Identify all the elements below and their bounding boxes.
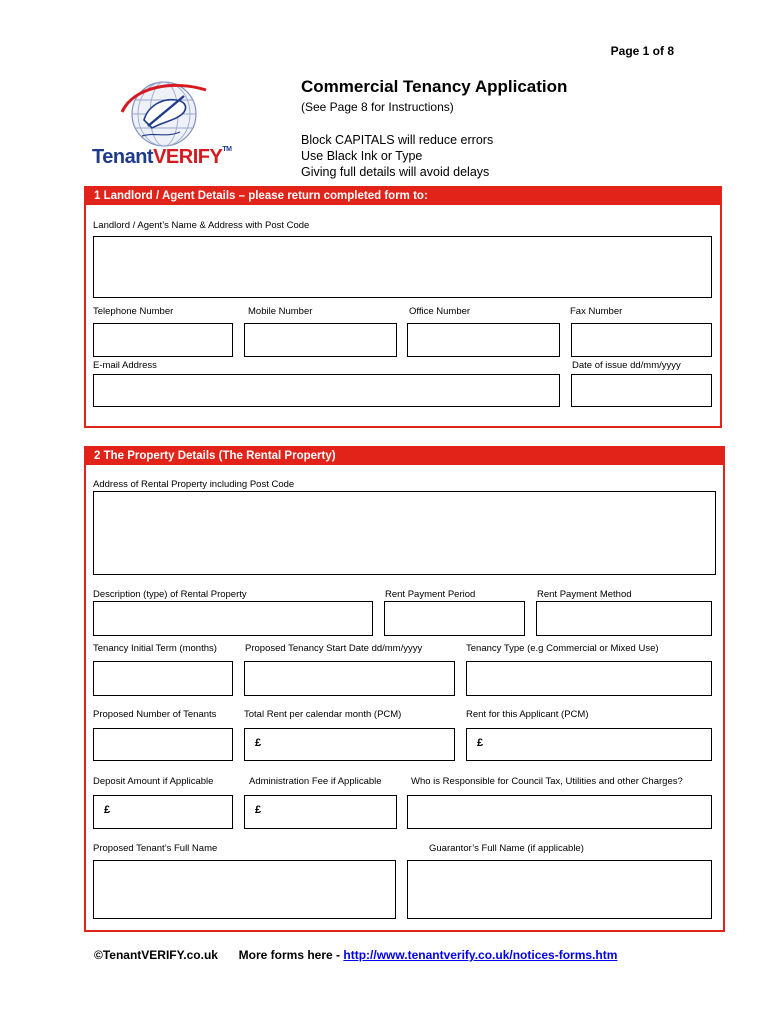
rent-method-label: Rent Payment Method: [537, 589, 632, 600]
email-field[interactable]: [93, 374, 560, 407]
rent-period-field[interactable]: [384, 601, 525, 636]
rent-period-label: Rent Payment Period: [385, 589, 476, 600]
mobile-label: Mobile Number: [248, 306, 313, 317]
logo-wordmark: [92, 146, 231, 169]
description-field[interactable]: [93, 601, 373, 636]
property-address-field[interactable]: [93, 491, 716, 575]
hint-full-details: Giving full details will avoid delays: [301, 165, 490, 179]
property-address-label: Address of Rental Property including Post Code: [93, 479, 295, 490]
num-tenants-field[interactable]: [93, 728, 233, 761]
total-rent-field[interactable]: [244, 728, 455, 761]
initial-term-label: Tenancy Initial Term (months): [93, 643, 217, 654]
form-subtitle: (See Page 8 for Instructions): [301, 100, 454, 114]
date-issue-label: Date of issue dd/mm/yyyy: [572, 360, 681, 371]
deposit-field[interactable]: [93, 795, 233, 829]
rent-applicant-field[interactable]: [466, 728, 712, 761]
fax-label: Fax Number: [570, 306, 623, 317]
guarantor-field[interactable]: [407, 860, 712, 919]
start-date-label: Proposed Tenancy Start Date dd/mm/yyyy: [245, 643, 423, 654]
num-tenants-label: Proposed Number of Tenants: [93, 709, 217, 720]
pound-symbol: £: [477, 737, 484, 749]
office-field[interactable]: [407, 323, 560, 357]
tenant-name-label: Proposed Tenant’s Full Name: [93, 843, 218, 854]
deposit-label: Deposit Amount if Applicable: [93, 776, 214, 787]
globe-hand-icon: [114, 76, 214, 148]
footer: [94, 948, 617, 962]
pound-symbol: £: [255, 804, 262, 816]
tenant-name-field[interactable]: [93, 860, 396, 919]
initial-term-field[interactable]: [93, 661, 233, 696]
form-title: Commercial Tenancy Application: [301, 77, 568, 96]
landlord-name-address-label: Landlord / Agent’s Name & Address with Post Code: [93, 220, 310, 231]
hint-capitals: Block CAPITALS will reduce errors: [301, 133, 494, 147]
telephone-field[interactable]: [93, 323, 233, 357]
admin-fee-field[interactable]: [244, 795, 397, 829]
pound-symbol: £: [104, 804, 111, 816]
section1-header: 1 Landlord / Agent Details – please return completed form to:: [86, 188, 720, 205]
tenantverify-logo: [92, 76, 242, 174]
fax-field[interactable]: [571, 323, 712, 357]
logo-tenant-text: Tenant: [92, 146, 154, 168]
email-label: E-mail Address: [93, 360, 157, 371]
pound-symbol: £: [255, 737, 262, 749]
responsible-label: Who is Responsible for Council Tax, Utilities and other Charges?: [411, 776, 683, 787]
section2-header: 2 The Property Details (The Rental Property): [86, 448, 723, 465]
telephone-label: Telephone Number: [93, 306, 174, 317]
rent-applicant-label: Rent for this Applicant (PCM): [466, 709, 589, 720]
start-date-field[interactable]: [244, 661, 455, 696]
date-issue-field[interactable]: [571, 374, 712, 407]
responsible-field[interactable]: [407, 795, 712, 829]
mobile-field[interactable]: [244, 323, 397, 357]
description-label: Description (type) of Rental Property: [93, 589, 247, 600]
office-label: Office Number: [409, 306, 471, 317]
admin-fee-label: Administration Fee if Applicable: [249, 776, 382, 787]
logo-verify-text: VERIFY: [153, 146, 223, 168]
footer-copyright: ©TenantVERIFY.co.uk: [94, 948, 218, 962]
landlord-name-address-field[interactable]: [93, 236, 712, 298]
tenancy-type-field[interactable]: [466, 661, 712, 696]
page-number: Page 1 of 8: [610, 44, 674, 58]
logo-tm-text: TM: [222, 146, 232, 153]
guarantor-label: Guarantor’s Full Name (if applicable): [429, 843, 584, 854]
rent-method-field[interactable]: [536, 601, 712, 636]
total-rent-label: Total Rent per calendar month (PCM): [244, 709, 402, 720]
footer-more-forms: More forms here -: [238, 948, 341, 962]
footer-forms-link[interactable]: http://www.tenantverify.co.uk/notices-forms.htm: [343, 948, 618, 962]
hint-black-ink: Use Black Ink or Type: [301, 149, 423, 163]
tenancy-type-label: Tenancy Type (e.g Commercial or Mixed Use): [466, 643, 659, 654]
